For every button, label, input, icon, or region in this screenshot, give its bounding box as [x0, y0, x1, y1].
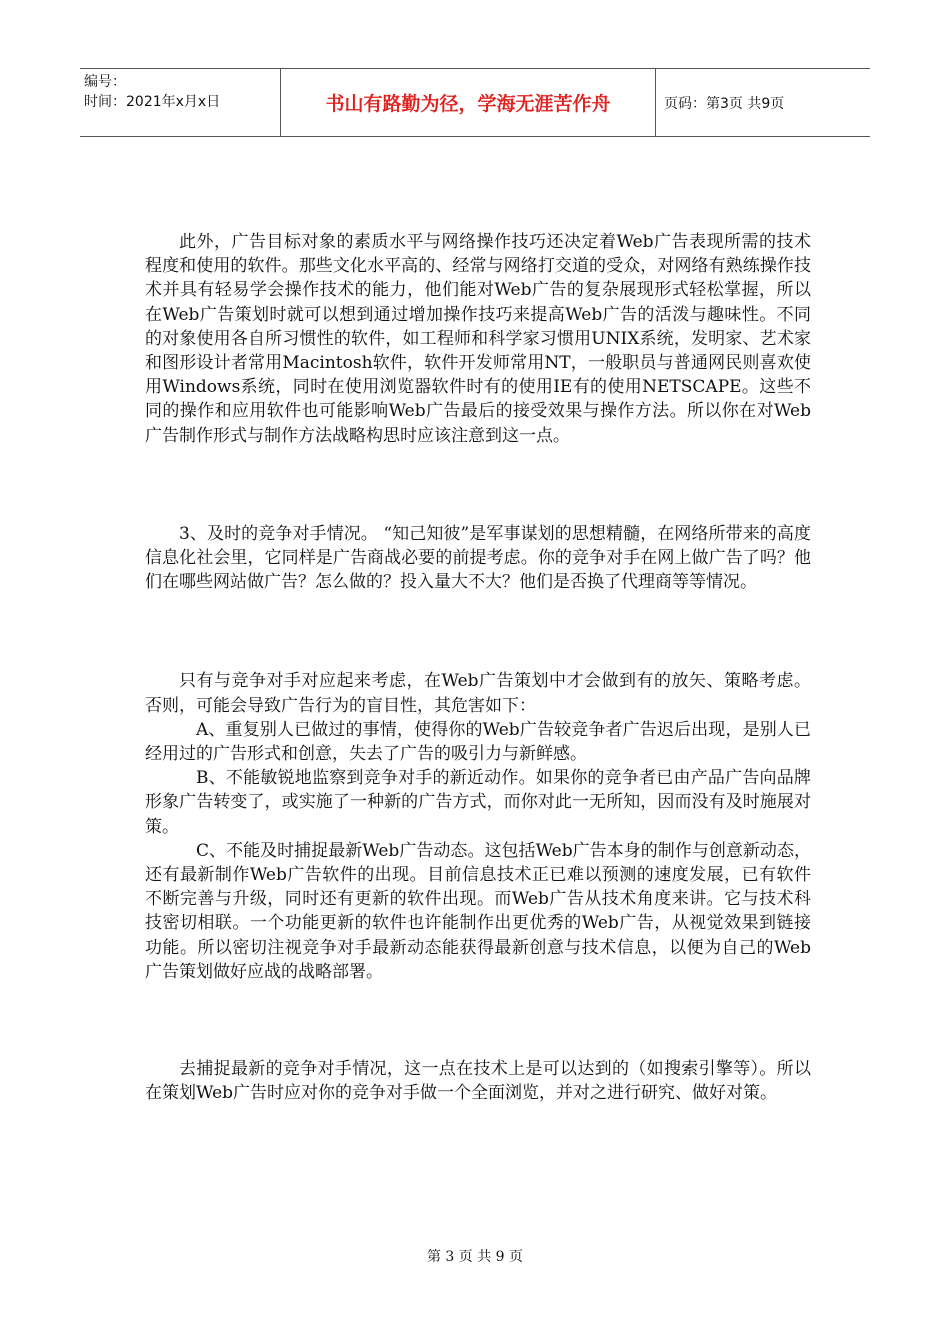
paragraph-competitor-situation: 3、及时的竞争对手情况。 “知己知彼”是军事谋划的思想精髓，在网络所带来的高度信息化社会里，它同样是广告商战必要的前提考虑。你的竞争对手在网上做广告了吗？他们在哪些网站做广告？怎么做的？投入量大不大？他们是否换了代理商等等情况。: [145, 523, 811, 593]
paragraph-competitor-risks-intro: 只有与竞争对手对应起来考虑，在Web广告策划中才会做到有的放矢、策略考虑。否则，可能会导致广告行为的盲目性，其危害如下：: [145, 671, 811, 716]
time-label: 时间：2021年x月x日: [84, 94, 221, 110]
doc-number-label: 编号：: [84, 74, 126, 90]
header-page-code: 页码：第3页 共9页: [664, 95, 785, 112]
paragraph-capture-competitor-info: 去捕捉最新的竞争对手情况，这一点在技术上是可以达到的（如搜索引擎等）。所以在策划Web广告时应对你的竞争对手做一个全面浏览，并对之进行研究、做好对策。: [145, 1059, 811, 1104]
header-meta: [80, 69, 281, 136]
header-motto: 书山有路勤为径，学海无涯苦作舟: [281, 69, 656, 136]
page-footer: 第 3 页 共 9 页: [426, 1249, 524, 1265]
page-header: [80, 68, 870, 137]
paragraph-risk-c: C、不能及时捕捉最新Web广告动态。这包括Web广告本身的制作与创意新动态，还有最新制作Web广告软件的出现。目前信息技术正已难以预测的速度发展，已有软件不断完善与升级，同时还有更新的软件出现。而Web广告从技术角度来讲。它与技术科技密切相联。一个功能更新的软件也许能制作出更优秀的Web广告，从视觉效果到链接功能。所以密切注视竞争对手最新动态能获得最新创意与技术信息，以便为自己的Web广告策划做好应战的战略部署。: [145, 840, 811, 982]
paragraph-risk-a: A、重复别人已做过的事情，使得你的Web广告较竞争者广告迟后出现，是别人已经用过的广告形式和创意，失去了广告的吸引力与新鲜感。: [145, 719, 811, 765]
document-body: [145, 230, 811, 1105]
paragraph-target-audience-skills: 此外，广告目标对象的素质水平与网络操作技巧还决定着Web广告表现所需的技术程度和使用的软件。那些文化水平高的、经常与网络打交道的受众，对网络有熟练操作技术并具有轻易学会操作技术的能力，他们能对Web广告的复杂展现形式轻松掌握，所以在Web广告策划时就可以想到通过增加操作技巧来提高Web广告的活泼与趣味性。不同的对象使用各自所习惯性的软件，如工程师和科学家习惯用UNIX系统，发明家、艺术家和图形设计者常用Macintosh软件，软件开发师常用NT，一般职员与普通网民则喜欢使用Windows系统，同时在使用浏览器软件时有的使用IE有的使用NETSCAPE。这些不同的操作和应用软件也可能影响Web广告最后的接受效果与操作方法。所以你在对Web广告制作形式与制作方法战略构思时应该注意到这一点。: [145, 232, 811, 446]
paragraph-risk-b: B、不能敏锐地监察到竞争对手的新近动作。如果你的竞争者已由产品广告向品牌形象广告转变了，或实施了一种新的广告方式，而你对此一无所知，因而没有及时施展对策。: [145, 768, 811, 837]
